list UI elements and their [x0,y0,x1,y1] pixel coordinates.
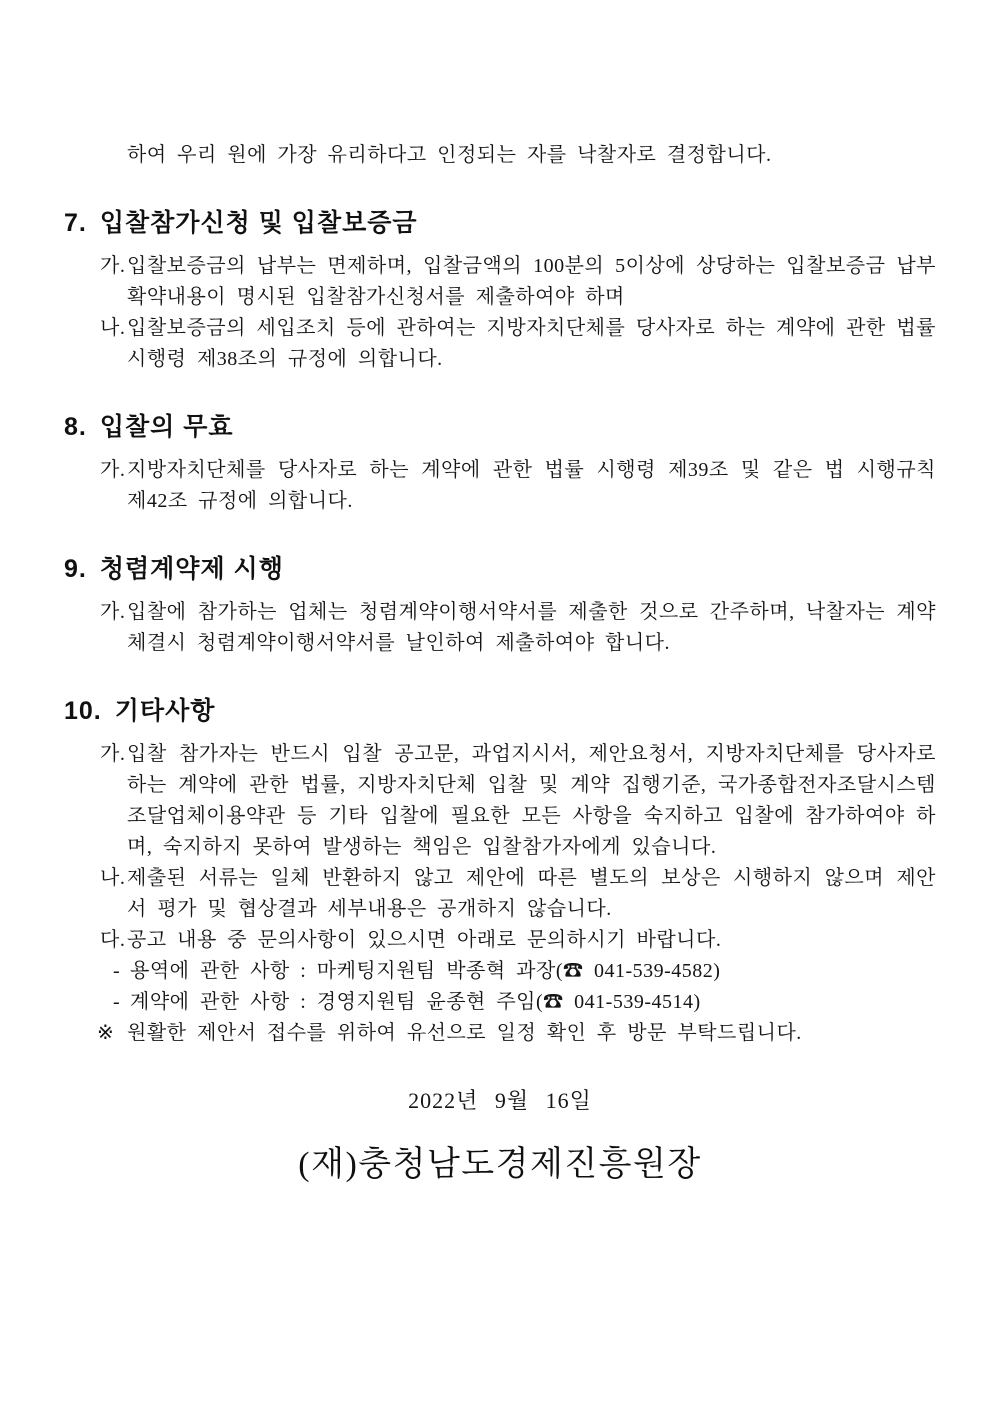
continuation-paragraph: 하여 우리 원에 가장 유리하다고 인정되는 자를 낙찰자로 결정합니다. [127,144,772,166]
item-label: 나. [100,867,126,889]
item-text: 지방자치단체를 당사자로 하는 계약에 관한 법률 시행령 제39조 및 같은 법 시행규칙 제42조 규정에 의합니다. [127,459,936,512]
item-label: 다. [100,929,126,951]
section-item [100,313,936,375]
section-item [100,925,936,956]
item-text: 입찰보증금의 납부는 면제하며, 입찰금액의 100분의 5이상에 상당하는 입찰보증금 납부 확약내용이 명시된 입찰참가신청서를 제출하여야 하며 [127,255,936,308]
section-item [100,863,936,925]
dash-marker: - [113,991,121,1013]
item-text: 공고 내용 중 문의사항이 있으시면 아래로 문의하시기 바랍니다. [127,929,722,951]
issuer-signature: (재)충청남도경제진흥원장 [298,1146,702,1183]
note-text: 원활한 제안서 접수를 위하여 유선으로 일정 확인 후 방문 부탁드립니다. [127,1022,802,1044]
section-8 [64,411,936,517]
section-8-heading [64,411,936,443]
document-date: 2022년 9월 16일 [408,1088,592,1113]
section-title: 기타사항 [114,697,216,725]
section-9 [64,553,936,659]
item-text: 제출된 서류는 일체 반환하지 않고 제안에 따른 별도의 보상은 시행하지 않으며 제안서 평가 및 협상결과 세부내용은 공개하지 않습니다. [127,867,936,920]
section-number: 10. [64,697,102,725]
item-label: 나. [100,317,126,339]
item-text: 입찰보증금의 세입조치 등에 관하여는 지방자치단체를 당사자로 하는 계약에 관한 법률 시행령 제38조의 규정에 의합니다. [127,317,936,370]
item-label: 가. [100,255,126,277]
contact-line-contract [113,987,936,1018]
dash-marker: - [113,960,121,982]
section-number: 8. [64,413,87,441]
section-item [100,739,936,863]
section-item [100,455,936,517]
section-10-heading [64,695,936,727]
item-text: 입찰 참가자는 반드시 입찰 공고문, 과업지시서, 제안요청서, 지방자치단체를 당사자로 하는 계약에 관한 법률, 지방자치단체 입찰 및 계약 집행기준, 국가종합전자조달시스템 조달업체이용약관 등 기타 입찰에 필요한 모든 사항을 숙지하고 입찰에 참가하여야 하며, 숙지하지 못하여 발생하는 책임은 입찰참가자에게 있습니다. [127,743,936,858]
section-item [100,251,936,313]
section-title: 입찰참가신청 및 입찰보증금 [99,209,418,237]
reference-mark-icon: ※ [97,1022,115,1044]
contact-text: 계약에 관한 사항 : 경영지원팀 윤종현 주임(☎ 041-539-4514) [130,991,701,1013]
item-text: 입찰에 참가하는 업체는 청렴계약이행서약서를 제출한 것으로 간주하며, 낙찰자는 계약 체결시 청렴계약이행서약서를 날인하여 제출하여야 합니다. [127,601,936,654]
section-9-heading [64,553,936,585]
section-title: 청렴계약제 시행 [99,555,284,583]
section-10 [64,695,936,1049]
section-7 [64,207,936,375]
item-label: 가. [100,459,126,481]
note-line [97,1018,936,1049]
section-item [100,597,936,659]
item-label: 가. [100,601,126,623]
section-7-heading [64,207,936,239]
section-title: 입찰의 무효 [99,413,234,441]
item-label: 가. [100,743,126,765]
contact-text: 용역에 관한 사항 : 마케팅지원팀 박종혁 과장(☎ 041-539-4582) [130,960,721,982]
contact-line-service [113,956,936,987]
section-number: 9. [64,555,87,583]
section-number: 7. [64,209,87,237]
